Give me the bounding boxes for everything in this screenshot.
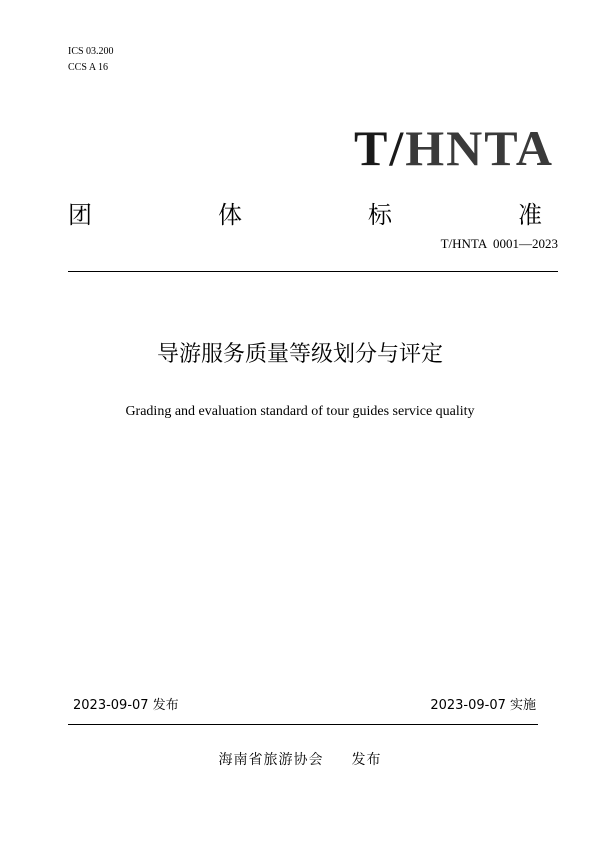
bottom-divider [68, 724, 538, 725]
standard-type-char-2: 体 [218, 201, 242, 229]
standard-type [68, 198, 542, 232]
logo-prefix: T/ [354, 120, 406, 176]
standard-type-char-4: 准 [518, 201, 542, 229]
title-english: Grading and evaluation standard of tour guides service quality [125, 404, 475, 419]
logo-code: HNTA [405, 120, 554, 176]
standard-type-char-1: 团 [68, 201, 92, 229]
publisher-name: 海南省旅游协会 [218, 752, 324, 768]
standard-number: T/HNTA 0001—2023 [440, 236, 558, 251]
implementation-date: 2023-09-07 实施 [430, 698, 536, 713]
ccs-code: CCS A 16 [68, 62, 109, 73]
standard-type-char-3: 标 [368, 201, 392, 229]
top-divider [68, 271, 558, 272]
standard-logo [354, 120, 554, 176]
publisher [0, 750, 600, 770]
issue-date: 2023-09-07 发布 [73, 698, 179, 713]
ics-code: ICS 03.200 [68, 46, 114, 57]
title-chinese: 导游服务质量等级划分与评定 [156, 342, 443, 367]
publisher-action: 发布 [351, 752, 382, 768]
